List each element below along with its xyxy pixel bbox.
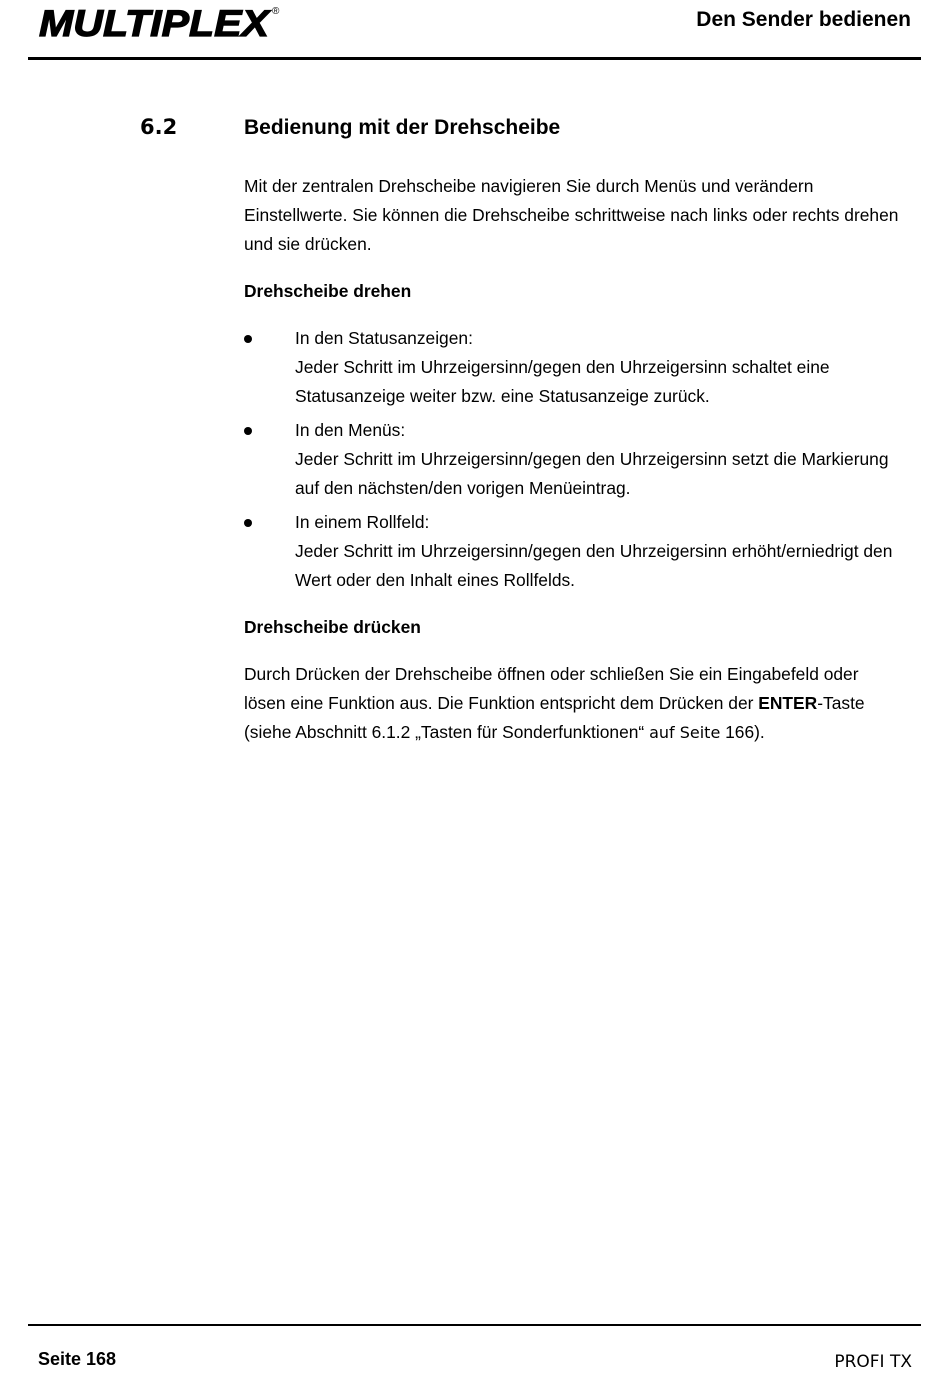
multiplex-logo-graphic bbox=[38, 4, 284, 40]
product-name: PROFI TX bbox=[834, 1352, 912, 1372]
press-text-start: Durch Drücken der Drehscheibe öffnen oder schließen Sie ein Eingabefeld oder lösen eine Funktion aus. Die Funktion entspricht dem Drücken der bbox=[244, 664, 859, 713]
logo-wordmark: MULTIPLEX bbox=[39, 4, 272, 40]
main-content bbox=[244, 172, 904, 747]
list-item-text: Jeder Schritt im Uhrzeigersinn/gegen den Uhrzeigersinn erhöht/erniedrigt den Wert oder den Inhalt eines Rollfelds. bbox=[295, 541, 893, 590]
list-item bbox=[244, 324, 904, 411]
header-rule bbox=[28, 57, 921, 60]
header-title: Den Sender bedienen bbox=[696, 8, 911, 31]
list-item-title: In den Statusanzeigen: bbox=[295, 328, 473, 348]
list-item bbox=[244, 508, 904, 595]
intro-paragraph: Mit der zentralen Drehscheibe navigieren Sie durch Menüs und verändern Einstellwerte. Sie können die Drehscheibe schrittweise nach links oder rechts drehen und sie drücken. bbox=[244, 176, 899, 254]
section-title: Bedienung mit der Drehscheibe bbox=[244, 116, 561, 139]
list-item-text: Jeder Schritt im Uhrzeigersinn/gegen den Uhrzeigersinn schaltet eine Statusanzeige weiter bzw. eine Statusanzeige zurück. bbox=[295, 357, 830, 406]
list-item-title: In den Menüs: bbox=[295, 420, 406, 440]
page-number: Seite 168 bbox=[38, 1349, 117, 1369]
page-reference-label: auf Seite bbox=[649, 723, 721, 742]
section-number: 6.2 bbox=[140, 115, 178, 139]
press-text-middle: -Taste (siehe Abschnitt 6.1.2 „Tasten für Sonderfunktionen“ bbox=[244, 693, 865, 742]
turn-list bbox=[244, 324, 904, 595]
list-item bbox=[244, 416, 904, 503]
footer-rule bbox=[28, 1324, 921, 1326]
subheading-turn: Drehscheibe drehen bbox=[244, 281, 412, 301]
list-item-text: Jeder Schritt im Uhrzeigersinn/gegen den Uhrzeigersinn setzt die Markierung auf den nächsten/den vorigen Menüeintrag. bbox=[295, 449, 889, 498]
subheading-press: Drehscheibe drücken bbox=[244, 617, 421, 637]
registered-mark: ® bbox=[272, 6, 280, 17]
enter-key-label: ENTER bbox=[758, 693, 818, 713]
bullet-icon bbox=[244, 335, 252, 343]
press-text-end: 166). bbox=[720, 722, 765, 742]
multiplex-logo bbox=[38, 4, 284, 40]
bullet-icon bbox=[244, 519, 252, 527]
bullet-icon bbox=[244, 427, 252, 435]
press-paragraph bbox=[244, 660, 904, 747]
list-item-title: In einem Rollfeld: bbox=[295, 512, 430, 532]
